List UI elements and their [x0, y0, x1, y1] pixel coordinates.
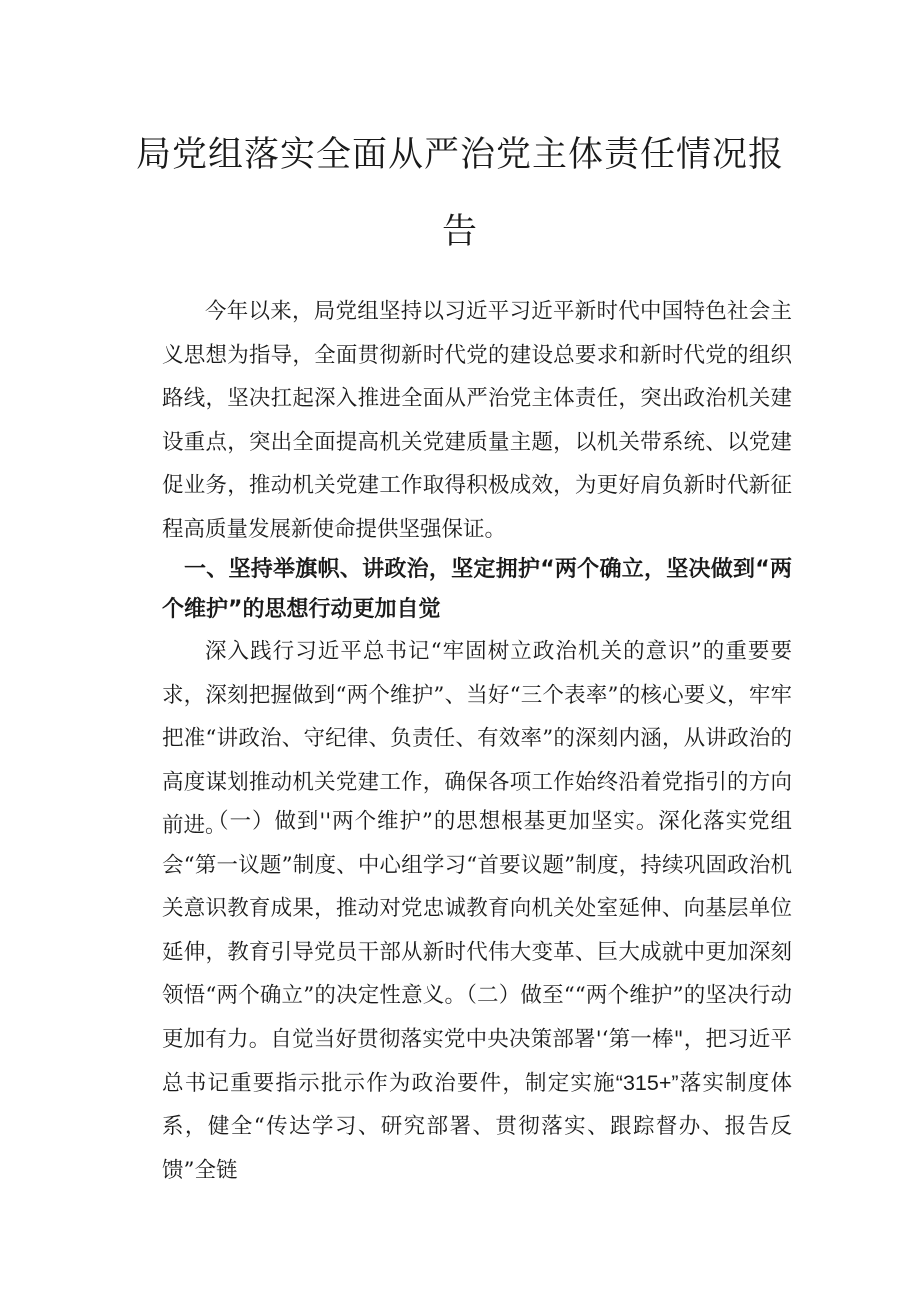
intro-paragraph: 今年以来，局党组坚持以习近平习近平新时代中国特色社会主义思想为指导，全面贯彻新时代党的建设总要求和新时代党的组织路线，坚决扛起深入推进全面从严治党主体责任，突出政治机关建设重点，突出全面提高机关党建质量主题，以机关带系统、以党建促业务，推动机关党建工作取得积极成效，为更好肩负新时代新征程高质量发展新使命提供坚强保证。: [162, 299, 792, 542]
subsection-body: [162, 800, 792, 1192]
subsection-paragraph: [162, 800, 792, 1192]
subsection-text-part-1: （一）做到''两个维护”的思想根基更加坚实。深化落实党组会“第一议题”制度、中心组学习“首要议题”制度，持续巩固政治机关意识教育成果，推动对党忠诚教育向机关处室延伸、向基层单位延伸，教育引导党员干部从新时代伟大变革、巨大成就中更加深刻领悟“两个确立”的决定性意义。（二）做至““两个维护”的坚决行动更加有力。自觉当好贯彻落实党中央决策部署'‘第一棒"，把习近平总书记重要指示批示作为政治要件，制定实施: [162, 809, 792, 1096]
document-title-line-2: 告: [441, 212, 478, 252]
subsection-text-part-2: 落实制度体系，健全“传达学习、研究部署、贯彻落实、跟踪督办、报告反馈”全链: [162, 1070, 792, 1183]
document-title-line-1: 局党组落实全面从严治党主体责任情况报: [135, 135, 784, 175]
intro-section: [162, 290, 792, 552]
system-number: “315+”: [615, 1070, 679, 1095]
section-1-heading: 一、坚持举旗帜、讲政治，坚定拥护“两个确立，坚决做到“两个维护”的思想行动更加自觉: [162, 557, 792, 622]
section-1-paragraph: 深入践行习近平总书记“牢固树立政治机关的意识”的重要要求，深刻把握做到“两个维护”、当好“三个表率”的核心要义，牢牢把准“讲政治、守纪律、负责任、有效率”的深刻内涵，从讲政治的高度谋划推动机关党建工作，确保各项工作始终沿着党指引的方向前进。: [162, 639, 792, 839]
